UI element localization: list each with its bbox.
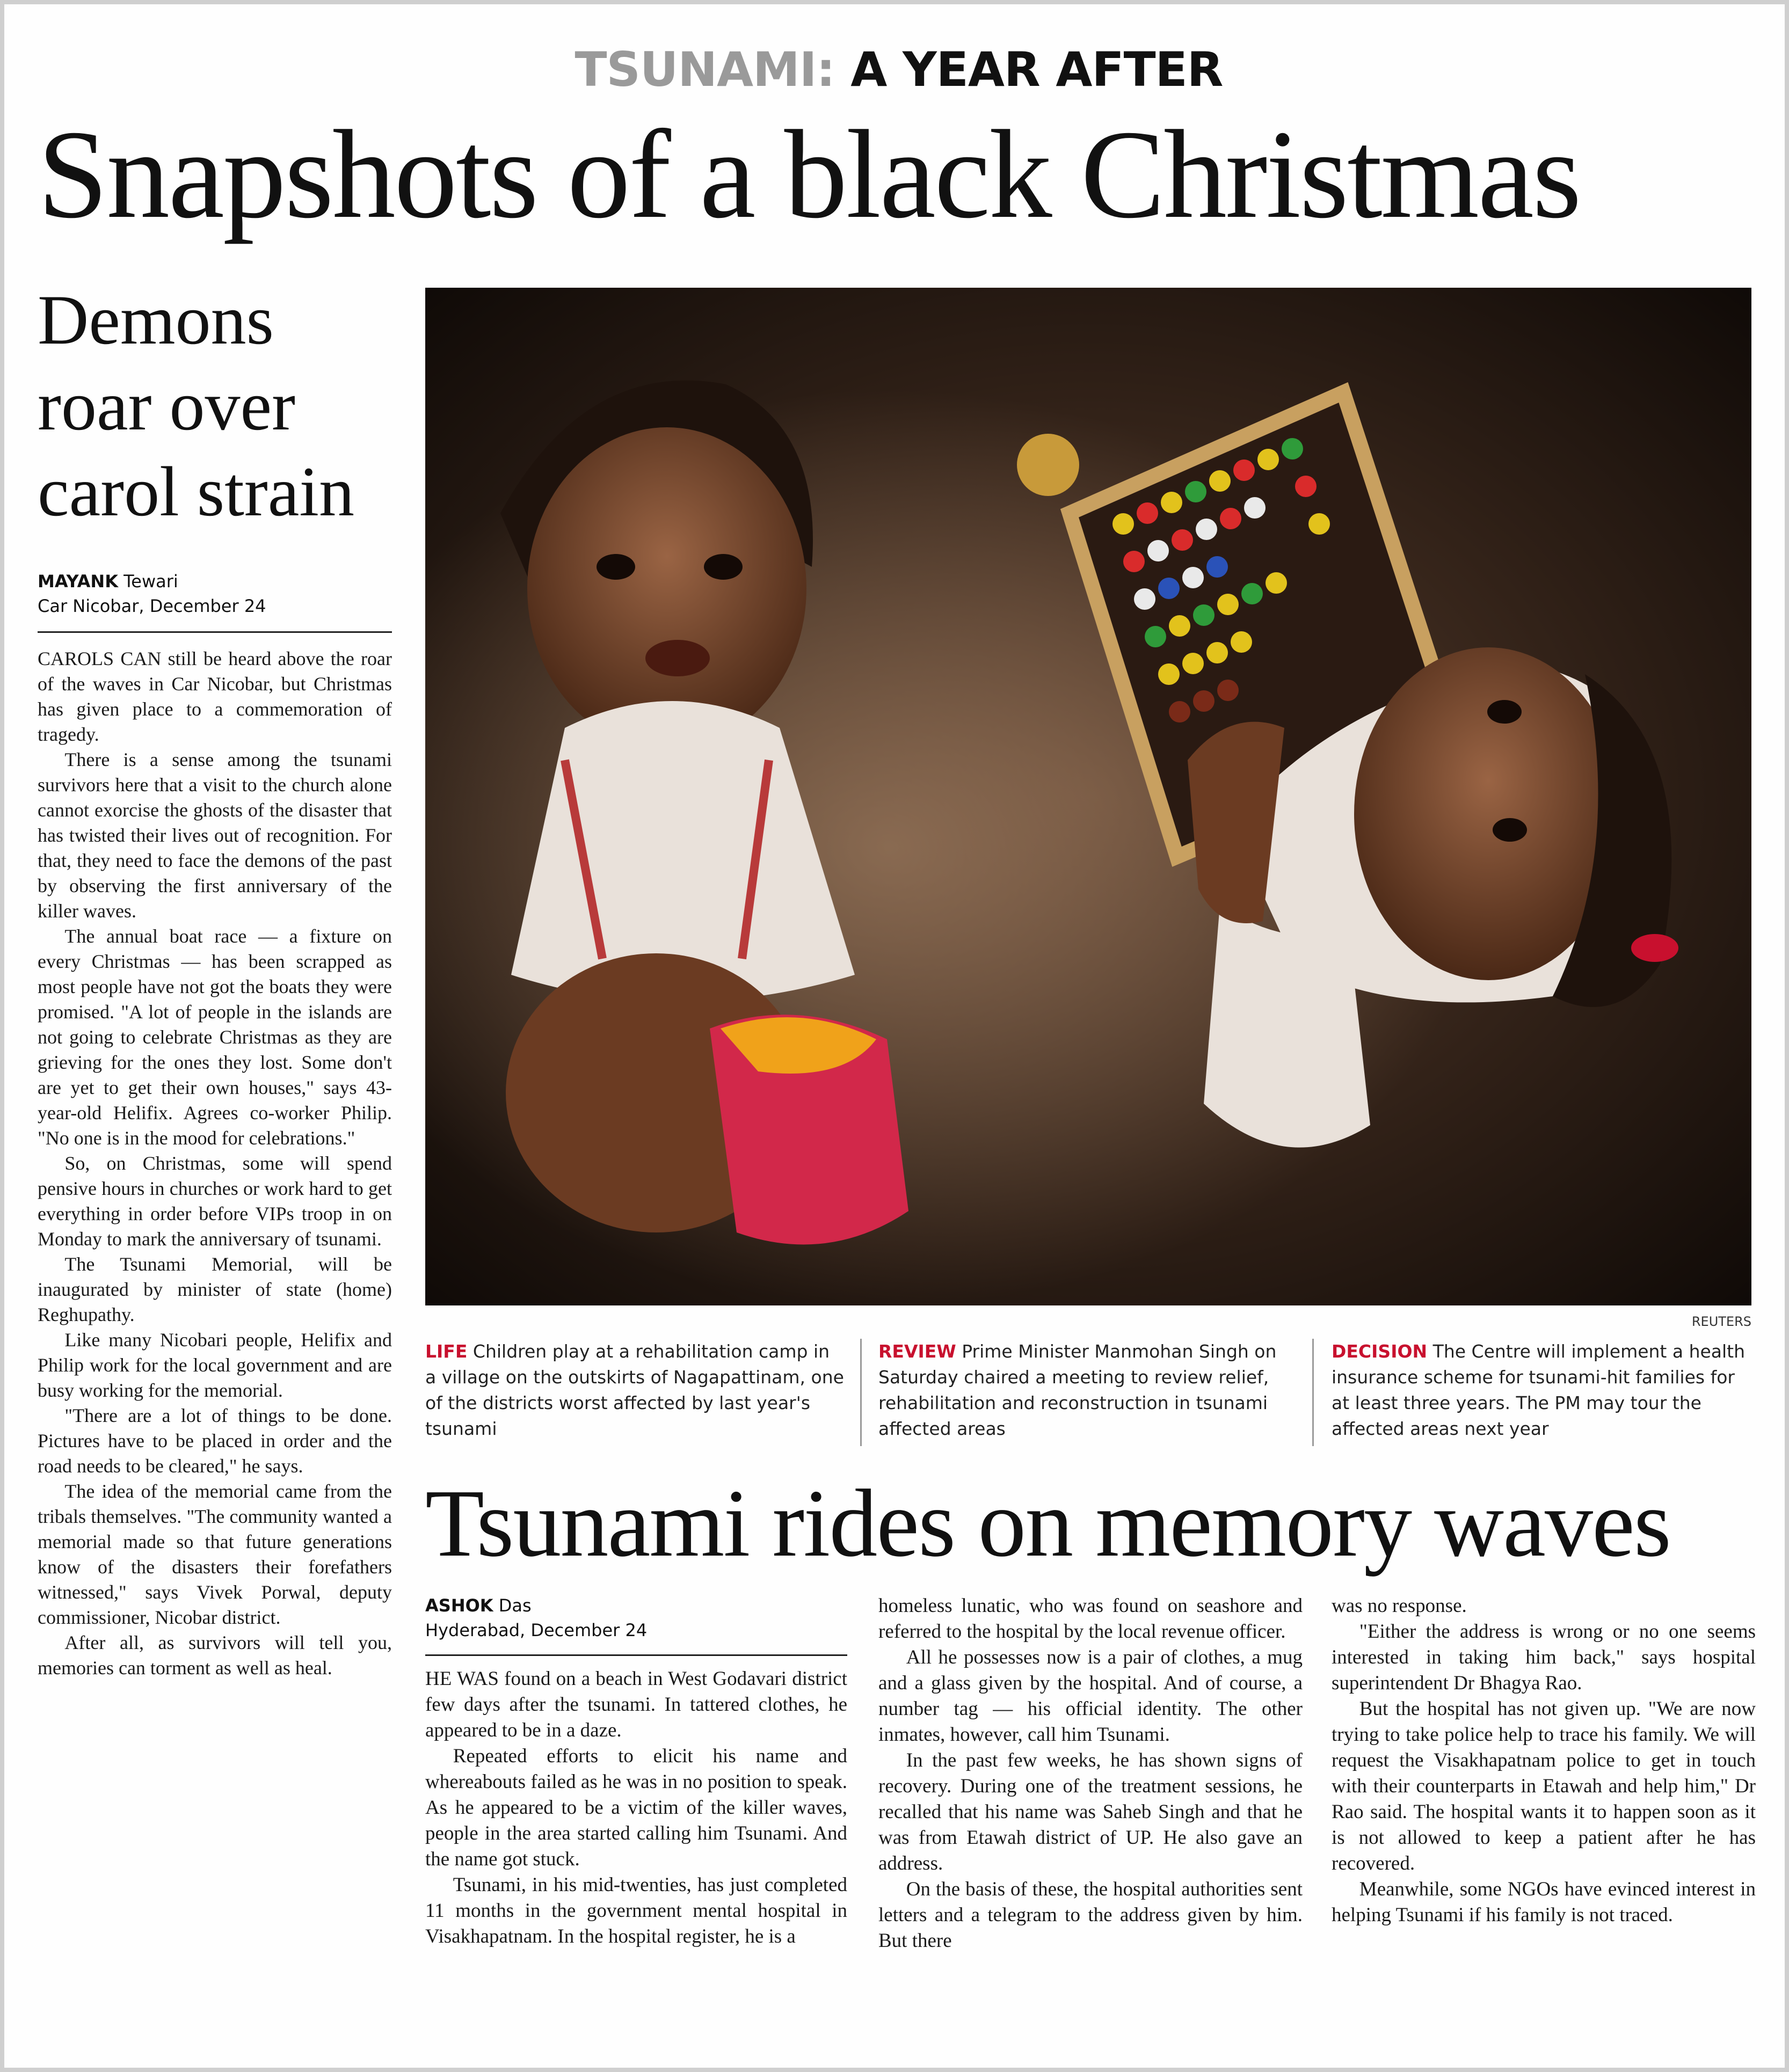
story1-headline-line: roar over xyxy=(38,366,296,445)
story2-column-1 xyxy=(425,1666,847,1950)
caption-label: DECISION xyxy=(1332,1341,1428,1362)
story2-paragraph: But the hospital has not given up. "We are now trying to take police help to trace his family. We will request the Visakhapatnam police to get in touch with their counterparts in Etawah and help him," Dr Rao said. The hospital wants it to happen soon as it is not allowed to keep a patient after he has recovered. xyxy=(1332,1698,1756,1874)
children-photo xyxy=(425,288,1751,1305)
story2-paragraph: HE WAS found on a beach in West Godavari district few days after the tsunami. In tattered clothes, he appeared to be in a daze. xyxy=(425,1668,847,1741)
story2-author-last: Das xyxy=(493,1595,532,1616)
story1-author-first: MAYANK xyxy=(38,571,118,592)
ball-toy xyxy=(1017,434,1079,496)
caption-review xyxy=(878,1339,1297,1442)
story2-column-3 xyxy=(1332,1593,1756,1928)
caption-text: Prime Minister Manmohan Singh on Saturday chaired a meeting to review relief, rehabilitation and reconstruction in tsunami affected areas xyxy=(878,1341,1277,1439)
story1-byline xyxy=(38,569,266,618)
story2-rule xyxy=(425,1654,847,1656)
story1-paragraph: The idea of the memorial came from the tribals themselves. "The community wanted a memorial made so that future generations know of the disasters their forefathers witnessed," says Vivek Porwal, deputy commissioner, Nicobar district. xyxy=(38,1480,392,1628)
story1-body xyxy=(38,646,392,1681)
story1-paragraph: Like many Nicobari people, Helifix and Philip work for the local government and are busy working for the memorial. xyxy=(38,1329,392,1401)
caption-divider xyxy=(860,1339,862,1446)
story1-paragraph: "There are a lot of things to be done. Pictures have to be placed in order and the road needs to be cleared," he says. xyxy=(38,1405,392,1477)
story2-paragraph: Meanwhile, some NGOs have evinced interest in helping Tsunami if his family is not traced. xyxy=(1332,1878,1756,1926)
story1-headline-line: carol strain xyxy=(38,452,355,531)
main-headline: Snapshots of a black Christmas xyxy=(38,105,1580,245)
section-kicker xyxy=(4,42,1789,97)
story2-byline xyxy=(425,1593,647,1643)
story2-paragraph: was no response. xyxy=(1332,1595,1467,1617)
caption-text: The Centre will implement a health insurance scheme for tsunami-hit families for at least three years. The PM may tour the affected areas next year xyxy=(1332,1341,1746,1439)
kicker-subtitle: A YEAR AFTER xyxy=(834,42,1223,97)
story1-author-last: Tewari xyxy=(118,571,178,592)
story2-paragraph: "Either the address is wrong or no one seems interested in taking him back," says hospital superintendent Dr Bhagya Rao. xyxy=(1332,1621,1756,1694)
story2-column-2 xyxy=(878,1593,1303,1954)
story2-headline: Tsunami rides on memory waves xyxy=(425,1470,1670,1577)
caption-label: REVIEW xyxy=(878,1341,956,1362)
story1-paragraph: The Tsunami Memorial, will be inaugurated by minister of state (home) Reghupathy. xyxy=(38,1253,392,1325)
story1-paragraph: The annual boat race — a fixture on every Christmas — has been scrapped as most people have not got the boats they were promised. "A lot of people in the islands are not going to celebrate Christmas as they are grieving for the ones they lost. Some don't are yet to get their own houses," says 43-year-old Helifix. Agrees co-worker Philip. "No one is in the mood for celebrations." xyxy=(38,925,392,1149)
story1-paragraph: There is a sense among the tsunami survivors here that a visit to the church alone cannot exorcise the ghosts of the disaster that has twisted their lives out of recognition. For that, they need to face the demons of the past by observing the first anniversary of the killer waves. xyxy=(38,749,392,922)
caption-label: LIFE xyxy=(425,1341,468,1362)
story2-paragraph: On the basis of these, the hospital authorities sent letters and a telegram to the address given by him. But there xyxy=(878,1878,1303,1952)
story1-headline xyxy=(38,277,413,535)
caption-life xyxy=(425,1339,844,1442)
story2-dateline: Hyderabad, December 24 xyxy=(425,1620,648,1640)
story2-paragraph: All he possesses now is a pair of clothes, a mug and a glass given by the hospital. And of course, a number tag — his official identity. The other inmates, however, call him Tsunami. xyxy=(878,1646,1303,1746)
story1-rule xyxy=(38,631,392,633)
story2-paragraph: homeless lunatic, who was found on seashore and referred to the hospital by the local revenue officer. xyxy=(878,1595,1303,1643)
story1-paragraph: So, on Christmas, some will spend pensive hours in churches or work hard to get everything in order before VIPs troop in on Monday to mark the anniversary of tsunami. xyxy=(38,1152,392,1250)
photo-credit: REUTERS xyxy=(1691,1314,1751,1329)
caption-decision xyxy=(1332,1339,1751,1442)
story2-author-first: ASHOK xyxy=(425,1595,493,1616)
story1-headline-line: Demons xyxy=(38,280,274,359)
kicker-topic: TSUNAMI: xyxy=(574,42,835,97)
caption-text: Children play at a rehabilitation camp in a village on the outskirts of Nagapattinam, one of the districts worst affected by last year's tsunami xyxy=(425,1341,844,1439)
caption-divider xyxy=(1312,1339,1314,1446)
story2-paragraph: In the past few weeks, he has shown signs of recovery. During one of the treatment sessions, he recalled that his name was Saheb Singh and that he was from Etawah district of UP. He also gave an address. xyxy=(878,1749,1303,1874)
story2-paragraph: Tsunami, in his mid-twenties, has just completed 11 months in the government mental hospital in Visakhapatnam. In the hospital register, he is a xyxy=(425,1874,847,1947)
story2-paragraph: Repeated efforts to elicit his name and whereabouts failed as he was in no position to speak. As he appeared to be a victim of the killer waves, people in the area started calling him Tsunami. And the name got stuck. xyxy=(425,1745,847,1870)
story1-paragraph: CAROLS CAN still be heard above the roar of the waves in Car Nicobar, but Christmas has given place to a commemoration of tragedy. xyxy=(38,648,392,745)
story1-paragraph: After all, as survivors will tell you, memories can torment as well as heal. xyxy=(38,1632,392,1679)
story1-dateline: Car Nicobar, December 24 xyxy=(38,596,266,616)
